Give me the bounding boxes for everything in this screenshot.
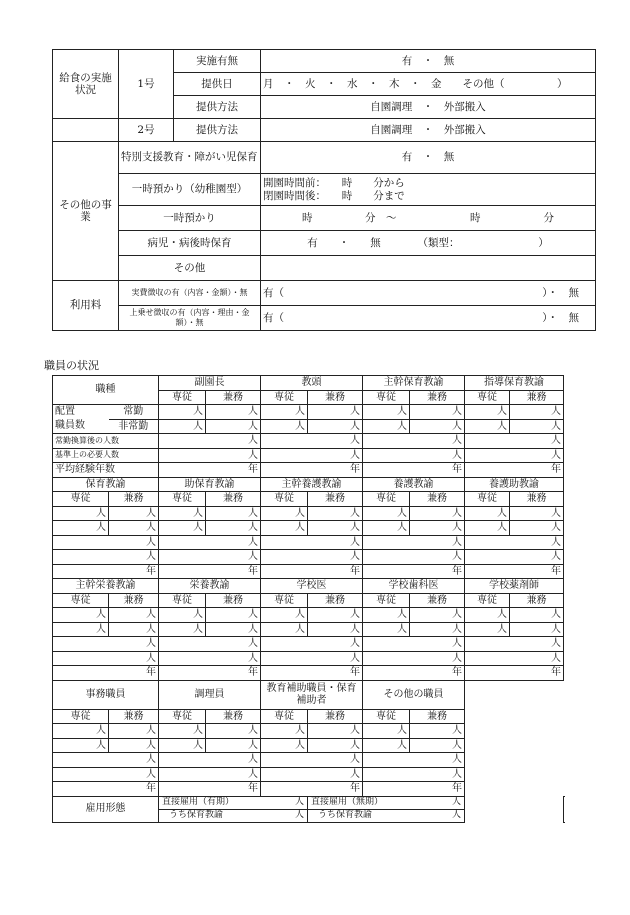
group-1-label: 1号 xyxy=(119,50,174,119)
kenmu-header: 兼務 xyxy=(109,492,159,507)
kaien-ato: 閉園時間後： 時 分まで xyxy=(263,189,405,202)
nin-cell[interactable]: 人 xyxy=(53,506,109,521)
nin-cell[interactable]: 人 xyxy=(363,448,465,463)
nin-cell[interactable]: 人 xyxy=(465,535,564,550)
nin-cell[interactable]: 人 xyxy=(206,622,261,637)
teikyobi-value[interactable]: 月 ・ 火 ・ 水 ・ 木 ・ 金 その他（ ） xyxy=(261,73,596,96)
nin-cell[interactable]: 人 xyxy=(53,738,109,753)
job-title: 副園長 xyxy=(159,376,261,391)
koyo-cell[interactable] xyxy=(159,796,308,822)
kenmu-header: 兼務 xyxy=(308,593,363,608)
nin-cell[interactable]: 人 xyxy=(159,651,261,666)
ichiji-label: 一時預かり xyxy=(119,206,261,231)
nen-cell[interactable]: 年 xyxy=(261,564,363,579)
nin-cell[interactable]: 人 xyxy=(363,767,465,782)
nin-cell[interactable]: 人 xyxy=(465,637,564,652)
koyo-label: 雇用形態 xyxy=(53,796,159,822)
staff-table xyxy=(52,375,564,823)
nen-cell[interactable]: 年 xyxy=(465,564,564,579)
staff-section-title: 職員の状況 xyxy=(44,359,99,372)
nin-cell[interactable]: 人 xyxy=(261,724,308,739)
nin-cell[interactable]: 人 xyxy=(363,434,465,449)
senju-header: 専従 xyxy=(363,492,410,507)
nin-cell[interactable]: 人 xyxy=(363,405,410,420)
kaien-mae: 開園時間前： 時 分から xyxy=(263,177,405,190)
kenmu-header: 兼務 xyxy=(510,492,564,507)
senju-header: 専従 xyxy=(53,593,109,608)
nin-cell[interactable]: 人 xyxy=(465,448,564,463)
koyo-uchi xyxy=(159,810,307,822)
nin-cell[interactable]: 人 xyxy=(363,550,465,565)
nin-cell[interactable]: 人 xyxy=(363,637,465,652)
nin-cell[interactable]: 人 xyxy=(53,608,109,623)
kenmu-header: 兼務 xyxy=(410,390,465,405)
uwanose-label: 上乗せ徴収の有（内容・理由・金額）・無 xyxy=(119,306,261,331)
job-title: 教育補助職員・保育補助者 xyxy=(261,680,363,709)
nin-cell[interactable]: 人 xyxy=(308,622,363,637)
job-title: 養護助教諭 xyxy=(465,477,564,492)
job-title: 学校薬剤師 xyxy=(465,579,564,594)
teikyobi-label: 提供日 xyxy=(174,73,261,96)
kenmu-header: 兼務 xyxy=(510,593,564,608)
nin-cell[interactable]: 人 xyxy=(510,419,564,434)
uchi-unit: 人 xyxy=(451,809,461,820)
nin-cell[interactable]: 人 xyxy=(109,506,159,521)
jippi-value[interactable] xyxy=(261,281,596,306)
nin-cell[interactable]: 人 xyxy=(206,405,261,420)
senju-header: 専従 xyxy=(363,709,410,724)
nin-cell[interactable]: 人 xyxy=(261,448,363,463)
nin-cell[interactable]: 人 xyxy=(53,521,109,536)
nin-cell[interactable]: 人 xyxy=(410,724,465,739)
nin-cell[interactable]: 人 xyxy=(465,608,510,623)
nin-cell[interactable]: 人 xyxy=(308,419,363,434)
senju-header: 専従 xyxy=(363,390,410,405)
jisshi-label: 実施有無 xyxy=(174,50,261,73)
nen-cell[interactable]: 年 xyxy=(159,666,261,681)
job-title: 指導保育教諭 xyxy=(465,376,564,391)
senju-header: 専従 xyxy=(261,593,308,608)
nin-cell[interactable]: 人 xyxy=(363,724,410,739)
nin-cell[interactable]: 人 xyxy=(510,521,564,536)
nin-cell[interactable]: 人 xyxy=(308,405,363,420)
nin-cell[interactable]: 人 xyxy=(410,405,465,420)
nin-cell[interactable]: 人 xyxy=(159,550,261,565)
kenmu-header: 兼務 xyxy=(206,390,261,405)
uchi-unit: 人 xyxy=(294,809,304,820)
nin-cell[interactable]: 人 xyxy=(53,535,159,550)
jippi-label: 実費徴収の有（内容・金額）・無 xyxy=(119,281,261,306)
nin-cell[interactable]: 人 xyxy=(410,506,465,521)
senju-header: 専従 xyxy=(159,492,206,507)
kenmu-header: 兼務 xyxy=(410,709,465,724)
nin-cell[interactable]: 人 xyxy=(159,753,261,768)
nin-cell[interactable]: 人 xyxy=(109,608,159,623)
kyushoku-label: 給食の実施状況 xyxy=(53,50,119,119)
nin-cell[interactable]: 人 xyxy=(261,419,308,434)
nin-cell[interactable]: 人 xyxy=(410,419,465,434)
sonota-value[interactable] xyxy=(261,256,596,281)
kenmu-header: 兼務 xyxy=(308,390,363,405)
job-title: 主幹栄養教諭 xyxy=(53,579,159,594)
nin-cell[interactable]: 人 xyxy=(465,506,510,521)
nin-cell[interactable]: 人 xyxy=(363,753,465,768)
job-title: 調理員 xyxy=(159,680,261,709)
nin-cell[interactable]: 人 xyxy=(410,521,465,536)
job-title: 学校歯科医 xyxy=(363,579,465,594)
nin-cell[interactable]: 人 xyxy=(261,506,308,521)
senju-header: 専従 xyxy=(159,390,206,405)
shokuinsu-label: 職員数 xyxy=(53,419,109,434)
heikin-label: 平均経験年数 xyxy=(53,463,159,478)
job-title: 助保育教諭 xyxy=(159,477,261,492)
nin-cell[interactable]: 人 xyxy=(465,550,564,565)
koyo-cell[interactable] xyxy=(308,796,465,822)
nin-cell[interactable]: 人 xyxy=(261,767,363,782)
nin-cell[interactable]: 人 xyxy=(410,738,465,753)
nin-cell[interactable]: 人 xyxy=(206,608,261,623)
nin-cell[interactable]: 人 xyxy=(363,622,410,637)
nin-cell[interactable]: 人 xyxy=(510,608,564,623)
hoho2-label: 提供方法 xyxy=(174,119,261,142)
nin-cell[interactable]: 人 xyxy=(261,434,363,449)
hoho-value[interactable]: 自園調理 ・ 外部搬入 xyxy=(261,96,596,119)
nin-cell[interactable]: 人 xyxy=(206,521,261,536)
nen-cell[interactable]: 年 xyxy=(261,463,363,478)
nin-cell[interactable]: 人 xyxy=(159,622,206,637)
nin-cell[interactable]: 人 xyxy=(363,521,410,536)
jisshi-value[interactable]: 有 ・ 無 xyxy=(261,50,596,73)
nin-cell[interactable]: 人 xyxy=(465,434,564,449)
koyo-item xyxy=(159,797,307,810)
nen-cell[interactable]: 年 xyxy=(465,666,564,681)
nen-cell[interactable]: 年 xyxy=(53,782,159,797)
senju-header: 専従 xyxy=(53,709,109,724)
nin-cell[interactable]: 人 xyxy=(261,405,308,420)
kenmu-header: 兼務 xyxy=(206,709,261,724)
blank-cell xyxy=(53,119,119,142)
job-title: その他の職員 xyxy=(363,680,465,709)
nin-cell[interactable]: 人 xyxy=(261,550,363,565)
nin-cell[interactable]: 人 xyxy=(53,767,159,782)
nin-cell[interactable]: 人 xyxy=(159,419,206,434)
koyo-item-label: 直接雇用（無期） xyxy=(311,796,384,807)
nin-cell[interactable]: 人 xyxy=(308,521,363,536)
nen-cell[interactable]: 年 xyxy=(363,564,465,579)
koyo-item-unit: 人 xyxy=(451,796,461,807)
nin-cell[interactable]: 人 xyxy=(159,506,206,521)
nin-cell[interactable]: 人 xyxy=(159,535,261,550)
nin-cell[interactable]: 人 xyxy=(308,506,363,521)
senju-header: 専従 xyxy=(465,492,510,507)
nin-cell[interactable]: 人 xyxy=(109,738,159,753)
nen-cell[interactable]: 年 xyxy=(261,666,363,681)
job-title: 主幹養護教諭 xyxy=(261,477,363,492)
senju-header: 専従 xyxy=(159,709,206,724)
job-title: 養護教諭 xyxy=(363,477,465,492)
nin-cell[interactable]: 人 xyxy=(53,550,159,565)
nin-cell[interactable]: 人 xyxy=(363,419,410,434)
nin-cell[interactable]: 人 xyxy=(159,608,206,623)
senju-header: 専従 xyxy=(261,709,308,724)
nin-cell[interactable]: 人 xyxy=(261,535,363,550)
job-title: 事務職員 xyxy=(53,680,159,709)
nin-cell[interactable]: 人 xyxy=(308,608,363,623)
kenmu-header: 兼務 xyxy=(308,492,363,507)
uwanose-close: ）・ 無 xyxy=(542,311,579,324)
kijun-label: 基準上の必要人数 xyxy=(53,448,159,463)
hijokin-label: 非常勤 xyxy=(109,419,159,434)
nin-cell[interactable]: 人 xyxy=(261,521,308,536)
nen-cell[interactable]: 年 xyxy=(159,463,261,478)
kenmu-header: 兼務 xyxy=(510,390,564,405)
koyo-uchi xyxy=(308,810,464,822)
sonota-jigyo-label: その他の事業 xyxy=(53,142,119,281)
nin-cell[interactable]: 人 xyxy=(510,405,564,420)
nin-cell[interactable]: 人 xyxy=(159,637,261,652)
senju-header: 専従 xyxy=(465,390,510,405)
nin-cell[interactable]: 人 xyxy=(53,753,159,768)
nen-cell[interactable]: 年 xyxy=(53,666,159,681)
koyo-item xyxy=(308,797,464,810)
nin-cell[interactable]: 人 xyxy=(206,419,261,434)
nin-cell[interactable]: 人 xyxy=(465,521,510,536)
nin-cell[interactable]: 人 xyxy=(53,622,109,637)
senju-header: 専従 xyxy=(261,492,308,507)
jippi-open: 有（ xyxy=(263,286,284,299)
nin-cell[interactable]: 人 xyxy=(159,767,261,782)
byoji-label: 病児・病後時保育 xyxy=(119,231,261,256)
ichiji-yochien-value[interactable] xyxy=(261,174,596,206)
job-title: 主幹保育教諭 xyxy=(363,376,465,391)
uchi-label: うち保育教諭 xyxy=(169,809,224,820)
nen-cell[interactable]: 年 xyxy=(465,463,564,478)
riyoryo-label: 利用料 xyxy=(53,281,119,331)
nin-cell[interactable]: 人 xyxy=(261,753,363,768)
nin-cell[interactable]: 人 xyxy=(410,622,465,637)
kenmu-header: 兼務 xyxy=(308,709,363,724)
nin-cell[interactable]: 人 xyxy=(465,622,510,637)
nen-cell[interactable]: 年 xyxy=(159,782,261,797)
sonota-label: その他 xyxy=(119,256,261,281)
nin-cell[interactable]: 人 xyxy=(53,724,109,739)
job-title: 教頭 xyxy=(261,376,363,391)
nin-cell[interactable]: 人 xyxy=(206,506,261,521)
nin-cell[interactable]: 人 xyxy=(308,738,363,753)
nin-cell[interactable]: 人 xyxy=(363,506,410,521)
nen-cell[interactable]: 年 xyxy=(53,564,159,579)
nin-cell[interactable]: 人 xyxy=(159,405,206,420)
senju-header: 専従 xyxy=(53,492,109,507)
kenmu-header: 兼務 xyxy=(206,593,261,608)
nin-cell[interactable]: 人 xyxy=(159,434,261,449)
nin-cell[interactable]: 人 xyxy=(465,419,510,434)
ichiji-value[interactable]: 時 分 〜 時 分 xyxy=(261,206,596,231)
nin-cell[interactable]: 人 xyxy=(159,521,206,536)
senju-header: 専従 xyxy=(159,593,206,608)
nin-cell[interactable]: 人 xyxy=(261,637,363,652)
group-2-label: 2号 xyxy=(119,119,174,142)
nin-cell[interactable]: 人 xyxy=(510,506,564,521)
uchi-label: うち保育教諭 xyxy=(318,809,373,820)
byoji-value[interactable]: 有 ・ 無 （類型： ） xyxy=(261,231,596,256)
nin-cell[interactable]: 人 xyxy=(261,608,308,623)
kansan-label: 常勤換算後の人数 xyxy=(53,434,159,449)
nin-cell[interactable]: 人 xyxy=(261,622,308,637)
job-title: 学校医 xyxy=(261,579,363,594)
nin-cell[interactable]: 人 xyxy=(363,535,465,550)
hoho-label: 提供方法 xyxy=(174,96,261,119)
nin-cell[interactable]: 人 xyxy=(206,724,261,739)
kenmu-header: 兼務 xyxy=(109,593,159,608)
nin-cell[interactable]: 人 xyxy=(465,651,564,666)
koyo-item-unit: 人 xyxy=(294,796,304,807)
nin-cell[interactable]: 人 xyxy=(109,521,159,536)
nin-cell[interactable]: 人 xyxy=(53,651,159,666)
senju-header: 専従 xyxy=(363,593,410,608)
nin-cell[interactable]: 人 xyxy=(308,724,363,739)
nin-cell[interactable]: 人 xyxy=(261,738,308,753)
senju-header: 専従 xyxy=(465,593,510,608)
nin-cell[interactable]: 人 xyxy=(109,622,159,637)
job-title: 栄養教諭 xyxy=(159,579,261,594)
senju-header: 専従 xyxy=(261,390,308,405)
uwanose-value[interactable] xyxy=(261,306,596,331)
hoho2-value[interactable]: 自園調理 ・ 外部搬入 xyxy=(261,119,596,142)
nin-cell[interactable]: 人 xyxy=(159,448,261,463)
nin-cell[interactable]: 人 xyxy=(410,608,465,623)
tokubetsu-value[interactable]: 有 ・ 無 xyxy=(261,142,596,174)
nin-cell[interactable]: 人 xyxy=(363,738,410,753)
nin-cell[interactable]: 人 xyxy=(465,405,510,420)
koyo-item-label: 直接雇用（有期） xyxy=(162,796,235,807)
nin-cell[interactable]: 人 xyxy=(53,637,159,652)
uwanose-open: 有（ xyxy=(263,311,284,324)
nin-cell[interactable]: 人 xyxy=(109,724,159,739)
nen-cell[interactable]: 年 xyxy=(261,782,363,797)
haichi-label: 配置 xyxy=(53,405,109,420)
kenmu-header: 兼務 xyxy=(410,593,465,608)
jippi-close: ）・ 無 xyxy=(542,286,579,299)
meal-and-services-table xyxy=(52,49,596,331)
kenmu-header: 兼務 xyxy=(410,492,465,507)
nen-cell[interactable]: 年 xyxy=(363,666,465,681)
nin-cell[interactable]: 人 xyxy=(159,724,206,739)
tokubetsu-label: 特別支援教育・障がい児保育 xyxy=(119,142,261,174)
nin-cell[interactable]: 人 xyxy=(363,651,465,666)
kenmu-header: 兼務 xyxy=(109,709,159,724)
blank-area xyxy=(465,680,564,822)
shokushu-label: 職種 xyxy=(53,376,159,405)
nin-cell[interactable]: 人 xyxy=(510,622,564,637)
nin-cell[interactable]: 人 xyxy=(363,608,410,623)
ichiji-yochien-label: 一時預かり（幼稚園型） xyxy=(119,174,261,206)
kenmu-header: 兼務 xyxy=(206,492,261,507)
job-title: 保育教諭 xyxy=(53,477,159,492)
nin-cell[interactable]: 人 xyxy=(159,738,206,753)
nen-cell[interactable]: 年 xyxy=(363,463,465,478)
nen-cell[interactable]: 年 xyxy=(159,564,261,579)
nen-cell[interactable]: 年 xyxy=(363,782,465,797)
nin-cell[interactable]: 人 xyxy=(206,738,261,753)
nin-cell[interactable]: 人 xyxy=(261,651,363,666)
jokin-label: 常勤 xyxy=(109,405,159,420)
